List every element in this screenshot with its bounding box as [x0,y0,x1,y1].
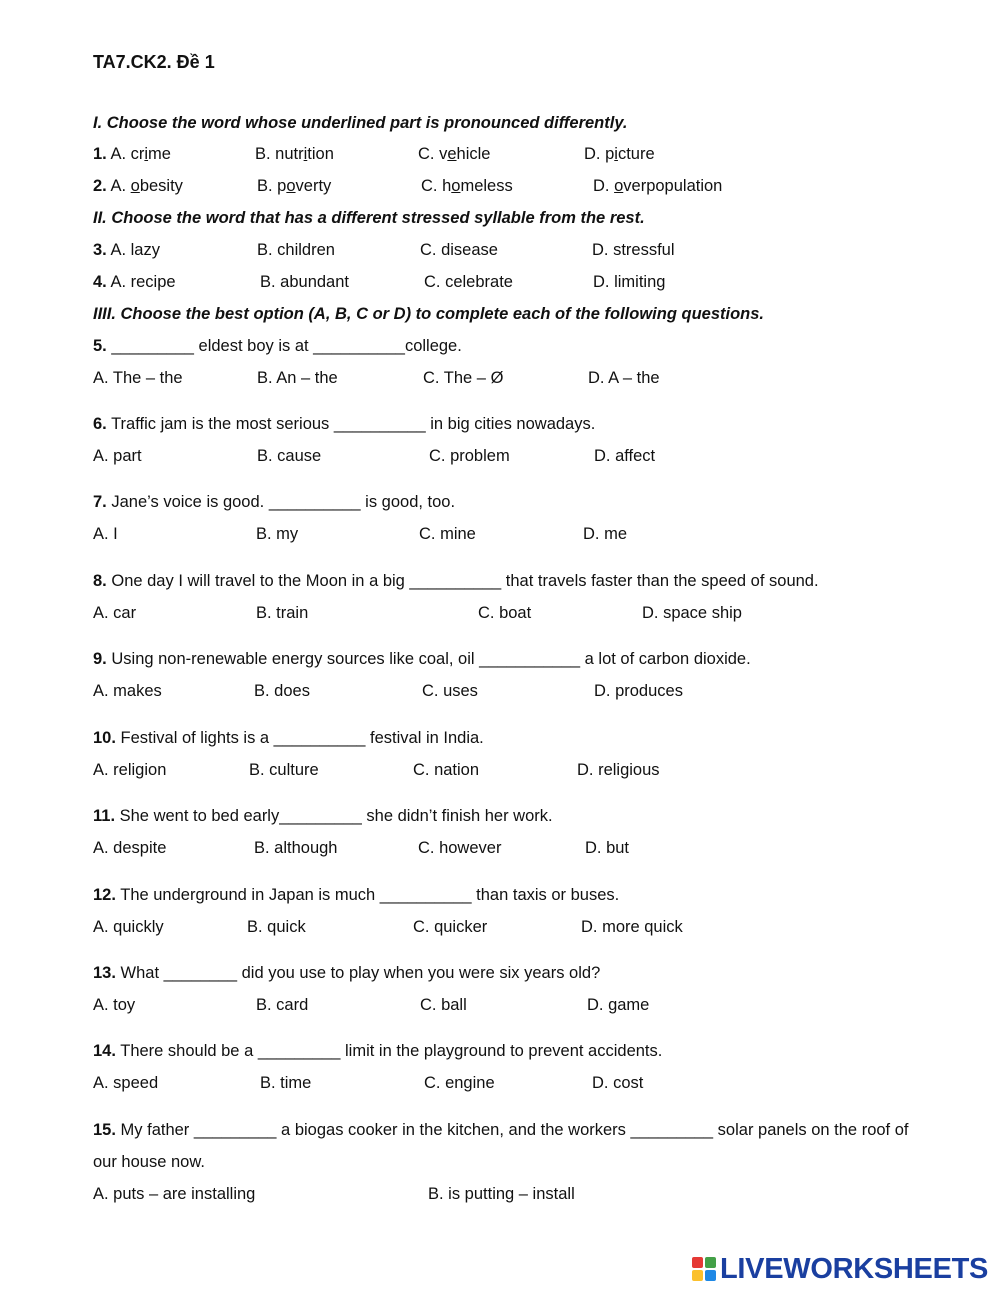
section-2-heading: II. Choose the word that has a different stressed syllable from the rest. [93,209,645,227]
option-c: C. celebrate [424,273,513,291]
option-a: A. quickly [93,918,164,936]
option-b: B. quick [247,918,306,936]
option-c: C. boat [478,604,532,622]
option-d: D. space ship [642,604,742,622]
liveworksheets-logo-text: LIVEWORKSHEETS [720,1252,989,1285]
option-d: D. me [583,525,628,543]
option-b: B. poverty [257,177,332,195]
option-a: A. speed [93,1074,159,1092]
option-a: A. part [93,447,142,465]
option-b: B. time [260,1074,312,1092]
question-11: 11. She went to bed early_________ she didn’t finish her work. [93,807,553,825]
option-c: C. uses [422,682,478,700]
question-4: 4. A. recipe [93,273,176,291]
liveworksheets-logo-icon [692,1257,716,1281]
question-15: 15. My father _________ a biogas cooker in the kitchen, and the workers _________ solar panels on the roof of [93,1121,909,1139]
option-b: B. cause [257,447,322,465]
option-a: A. puts – are installing [93,1185,256,1203]
option-a: A. I [93,525,118,543]
option-d: D. produces [594,682,683,700]
question-15-continued: our house now. [93,1153,205,1171]
section-3-heading: IIII. Choose the best option (A, B, C or D) to complete each of the following questions. [93,305,765,323]
option-c: C. homeless [421,177,513,195]
option-d: D. game [587,996,650,1014]
question-9: 9. Using non-renewable energy sources like coal, oil ___________ a lot of carbon dioxide. [93,650,751,668]
option-c: C. engine [424,1074,495,1092]
question-1: 1. A. crime [93,145,171,163]
question-3: 3. A. lazy [93,241,160,259]
option-d: D. but [585,839,630,857]
option-c: C. mine [419,525,476,543]
option-c: C. nation [413,761,480,779]
page-title: TA7.CK2. Đề 1 [93,52,215,72]
option-c: C. vehicle [418,145,491,163]
option-c: C. The – Ø [423,369,504,387]
option-d: D. more quick [581,918,683,936]
option-d: D. A – the [588,369,660,387]
option-b: B. culture [249,761,319,779]
option-b: B. card [256,996,309,1014]
question-5: 5. _________ eldest boy is at __________college. [93,337,462,355]
liveworksheets-logo [692,1254,988,1284]
option-d: D. overpopulation [593,177,723,195]
option-b: B. my [256,525,299,543]
option-c: C. disease [420,241,498,259]
question-number: 1. [93,145,107,163]
option-b: B. An – the [257,369,338,387]
option-c: C. problem [429,447,510,465]
question-2: 2. A. obesity [93,177,183,195]
option-b: B. abundant [260,273,349,291]
option-d: D. affect [594,447,656,465]
question-8: 8. One day I will travel to the Moon in a big __________ that travels faster than the speed of sound. [93,572,819,590]
option-d: D. religious [577,761,660,779]
option-b: B. is putting – install [428,1185,575,1203]
option-a: A. car [93,604,137,622]
section-1-heading: I. Choose the word whose underlined part is pronounced differently. [93,114,628,132]
option-d: D. picture [584,145,655,163]
option-b: B. nutrition [255,145,334,163]
option-a: A. makes [93,682,162,700]
question-7: 7. Jane’s voice is good. __________ is good, too. [93,493,456,511]
question-10: 10. Festival of lights is a __________ festival in India. [93,729,484,747]
option-c: C. quicker [413,918,488,936]
option-c: C. ball [420,996,467,1014]
option-a: A. religion [93,761,167,779]
option-b: B. train [256,604,309,622]
question-14: 14. There should be a _________ limit in the playground to prevent accidents. [93,1042,663,1060]
question-12: 12. The underground in Japan is much __________ than taxis or buses. [93,886,620,904]
option-a: A. The – the [93,369,183,387]
option-d: D. limiting [593,273,666,291]
question-13: 13. What ________ did you use to play when you were six years old? [93,964,601,982]
question-6: 6. Traffic jam is the most serious __________ in big cities nowadays. [93,415,596,433]
option-d: D. stressful [592,241,675,259]
option-d: D. cost [592,1074,644,1092]
option-b: B. although [254,839,338,857]
option-a: A. despite [93,839,167,857]
option-b: B. children [257,241,335,259]
option-a: A. toy [93,996,136,1014]
option-c: C. however [418,839,502,857]
option-b: B. does [254,682,310,700]
